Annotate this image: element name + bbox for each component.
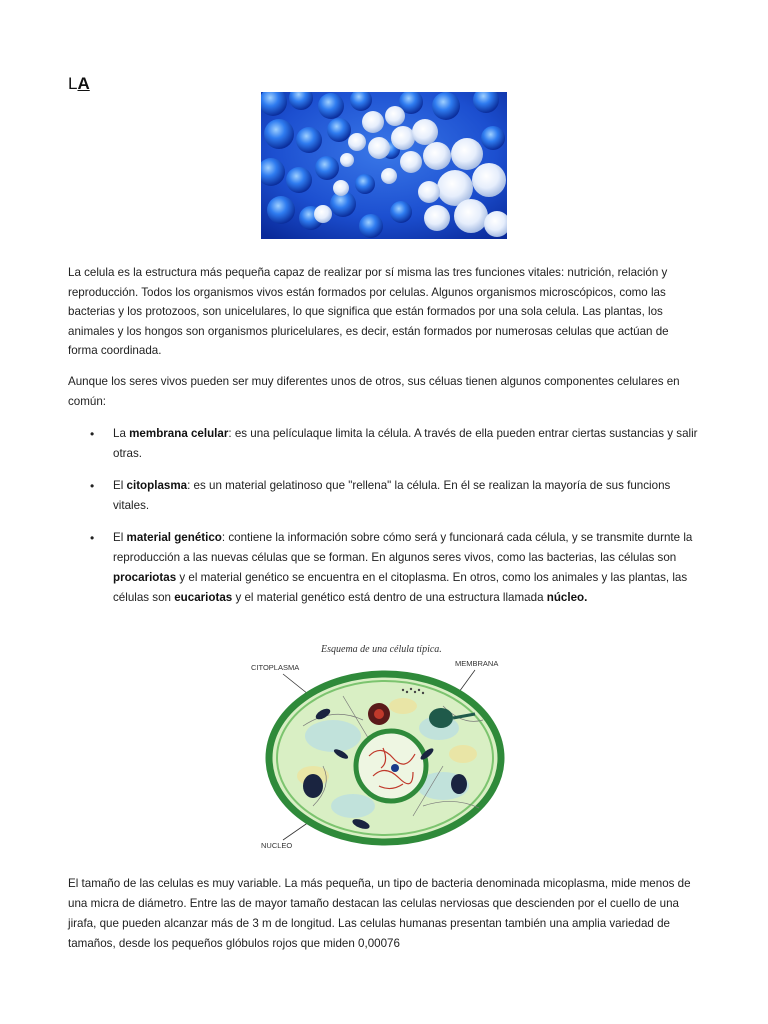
item-term: citoplasma: [126, 479, 188, 492]
heading-underlined-letter: A: [77, 74, 90, 93]
item-prefix: La: [113, 427, 130, 440]
label-membrana: MEMBRANA: [455, 659, 499, 668]
item-text: y el material genético está dentro de una estructura llamada: [232, 591, 547, 604]
closing-paragraph: El tamaño de las celulas es muy variable. La más pequeña, un tipo de bacteria denominada micoplasma, mide menos de una micra de diámetro. Entre las de mayor tamaño destacan las celulas nerviosas que descienden por el cuello de una jirafa, que pueden alcanzar más de 3 m de longitud. Las celulas humanas presentan también una amplia variedad de tamaños, desde los pequeños glóbulos rojos que miden 0,00076: [68, 877, 691, 950]
list-item-citoplasma: [68, 476, 700, 516]
cell-diagram: [243, 636, 533, 856]
item-term-procariotas: procariotas: [113, 571, 177, 584]
item-term-eucariotas: eucariotas: [174, 591, 233, 604]
item-text: : es una películaque limita la célula. A través de ella pueden entrar ciertas sustancias y salir otras.: [113, 427, 698, 460]
heading-first-letter: L: [68, 74, 78, 93]
label-nucleo: NUCLEO: [261, 841, 293, 850]
list-item-membrana: [68, 424, 700, 464]
cell-components-list: [68, 424, 700, 620]
cells-photo: [261, 92, 507, 239]
item-prefix: El: [113, 479, 127, 492]
item-prefix: El: [113, 531, 127, 544]
item-term: material genético: [126, 531, 222, 544]
label-citoplasma: CITOPLASMA: [251, 663, 300, 672]
item-term: membrana celular: [129, 427, 229, 440]
item-term-nucleo: núcleo.: [546, 591, 588, 604]
list-item-material-genetico: [68, 528, 700, 608]
components-intro-paragraph: Aunque los seres vivos pueden ser muy diferentes unos de otros, sus céluas tienen algunos componentes celulares en común:: [68, 375, 680, 408]
intro-paragraph: La celula es la estructura más pequeña capaz de realizar por sí misma las tres funciones vitales: nutrición, relación y reproducción. Todos los organismos vivos están formados por celulas. Algunos organismos microscópicos, como las bacterias y los protozoos, son unicelulares, lo que significa que están formados por una sola celula. Las plantas, los animales y los hongos son organismos pluricelulares, es decir, están formados por numerosas celulas que actúan de forma coordinada.: [68, 266, 669, 357]
bullet-icon: •: [90, 479, 95, 493]
item-text: : es un material gelatinoso que "rellena" la célula. En él se realizan la mayoría de sus funcions vitales.: [113, 479, 671, 512]
blue-cells-image: [261, 92, 507, 239]
diagram-title: Esquema de una célula típica.: [321, 644, 442, 655]
bullet-icon: •: [90, 531, 95, 545]
page-heading: [68, 74, 90, 94]
cell-diagram-illustration: [243, 636, 533, 856]
bullet-icon: •: [90, 427, 95, 441]
item-text: : contiene la información sobre cómo será y funcionará cada célula, y se transmite durnte la reproducción a las nuevas células que se forman. En algunos seres vivos, como las bacterias, las células son: [113, 531, 693, 564]
item-text: y el material genético se encuentra en el citoplasma. En otros, como los animales y las plantas, las células son: [113, 571, 688, 604]
